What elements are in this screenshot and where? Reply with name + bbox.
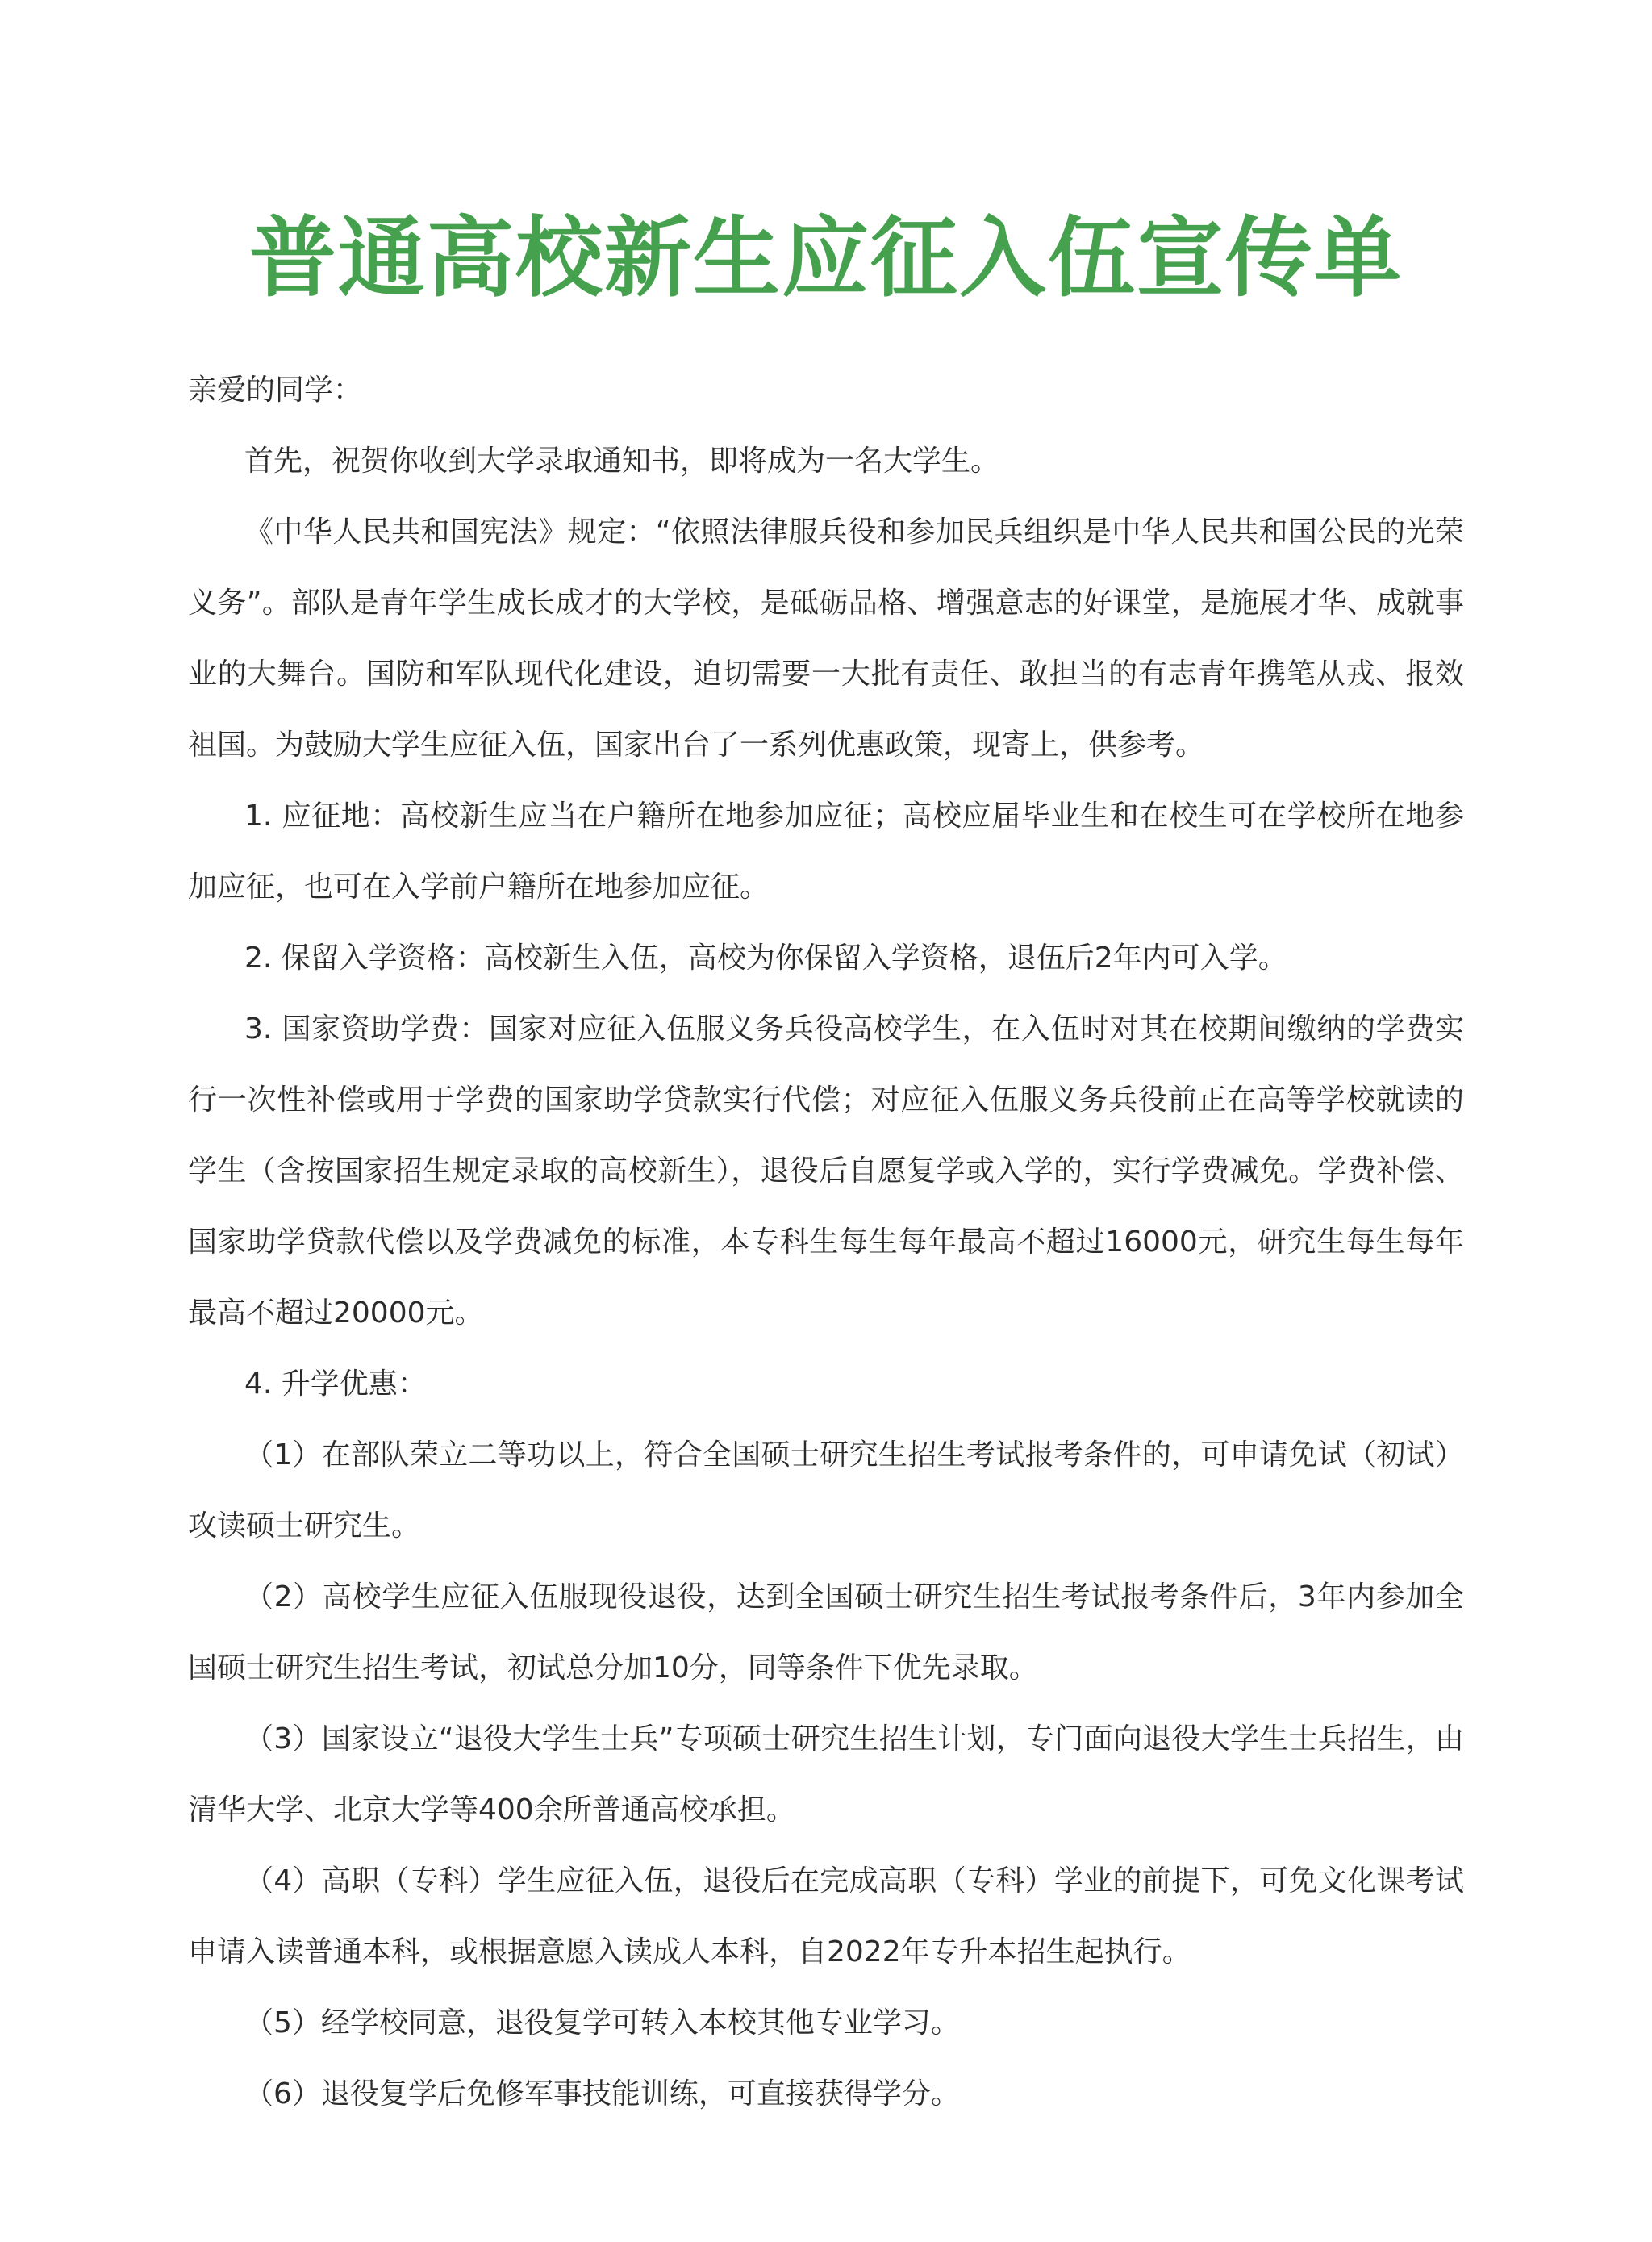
- paragraph-enlistment-location: 1. 应征地：高校新生应当在户籍所在地参加应征；高校应届毕业生和在校生可在学校所在地参加应征，也可在入学前户籍所在地参加应征。: [188, 800, 1464, 904]
- paragraph-further-study-6: （6）退役复学后免修军事技能训练，可直接获得学分。: [244, 2077, 960, 2110]
- paragraph-further-study-5: （5）经学校同意，退役复学可转入本校其他专业学习。: [244, 2006, 960, 2040]
- salutation: 亲爱的同学：: [188, 374, 363, 407]
- paragraph-congrats: 首先，祝贺你收到大学录取通知书，即将成为一名大学生。: [244, 445, 1000, 478]
- paragraph-further-study-4: （4）高职（专科）学生应征入伍，退役后在完成高职（专科）学业的前提下，可免文化课考试申请入读普通本科，或根据意愿入读成人本科，自2022年专升本招生起执行。: [188, 1864, 1464, 1969]
- paragraph-tuition-aid: 3. 国家资助学费：国家对应征入伍服义务兵役高校学生，在入伍时对其在校期间缴纳的学费实行一次性补偿或用于学费的国家助学贷款实行代偿；对应征入伍服义务兵役前正在高等学校就读的学生（含按国家招生规定录取的高校新生），退役后自愿复学或入学的，实行学费减免。学费补偿、国家助学贷款代偿以及学费减免的标准，本专科生每生每年最高不超过16000元，研究生每生每年最高不超过20000元。: [188, 1012, 1464, 1330]
- document-title: 普通高校新生应征入伍宣传单: [248, 207, 1403, 310]
- paragraph-further-study-2: （2）高校学生应征入伍服现役退役，达到全国硕士研究生招生考试报考条件后，3年内参加全国硕士研究生招生考试，初试总分加10分，同等条件下优先录取。: [188, 1580, 1464, 1685]
- paragraph-further-study-1: （1）在部队荣立二等功以上，符合全国硕士研究生招生考试报考条件的，可申请免试（初试）攻读硕士研究生。: [188, 1438, 1464, 1543]
- paragraph-enrollment-retention: 2. 保留入学资格：高校新生入伍，高校为你保留入学资格，退伍后2年内可入学。: [244, 941, 1287, 975]
- document-body: [188, 355, 1464, 2130]
- paragraph-constitution: 《中华人民共和国宪法》规定：“依照法律服兵役和参加民兵组织是中华人民共和国公民的光荣义务”。部队是青年学生成长成才的大学校，是砥砺品格、增强意志的好课堂，是施展才华、成就事业的大舞台。国防和军队现代化建设，迫切需要一大批有责任、敢担当的有志青年携笔从戎、报效祖国。为鼓励大学生应征入伍，国家出台了一系列优惠政策，现寄上，供参考。: [188, 516, 1464, 762]
- paragraph-further-study-heading: 4. 升学优惠：: [244, 1367, 427, 1401]
- paragraph-further-study-3: （3）国家设立“退役大学生士兵”专项硕士研究生招生计划，专门面向退役大学生士兵招生，由清华大学、北京大学等400余所普通高校承担。: [188, 1722, 1464, 1827]
